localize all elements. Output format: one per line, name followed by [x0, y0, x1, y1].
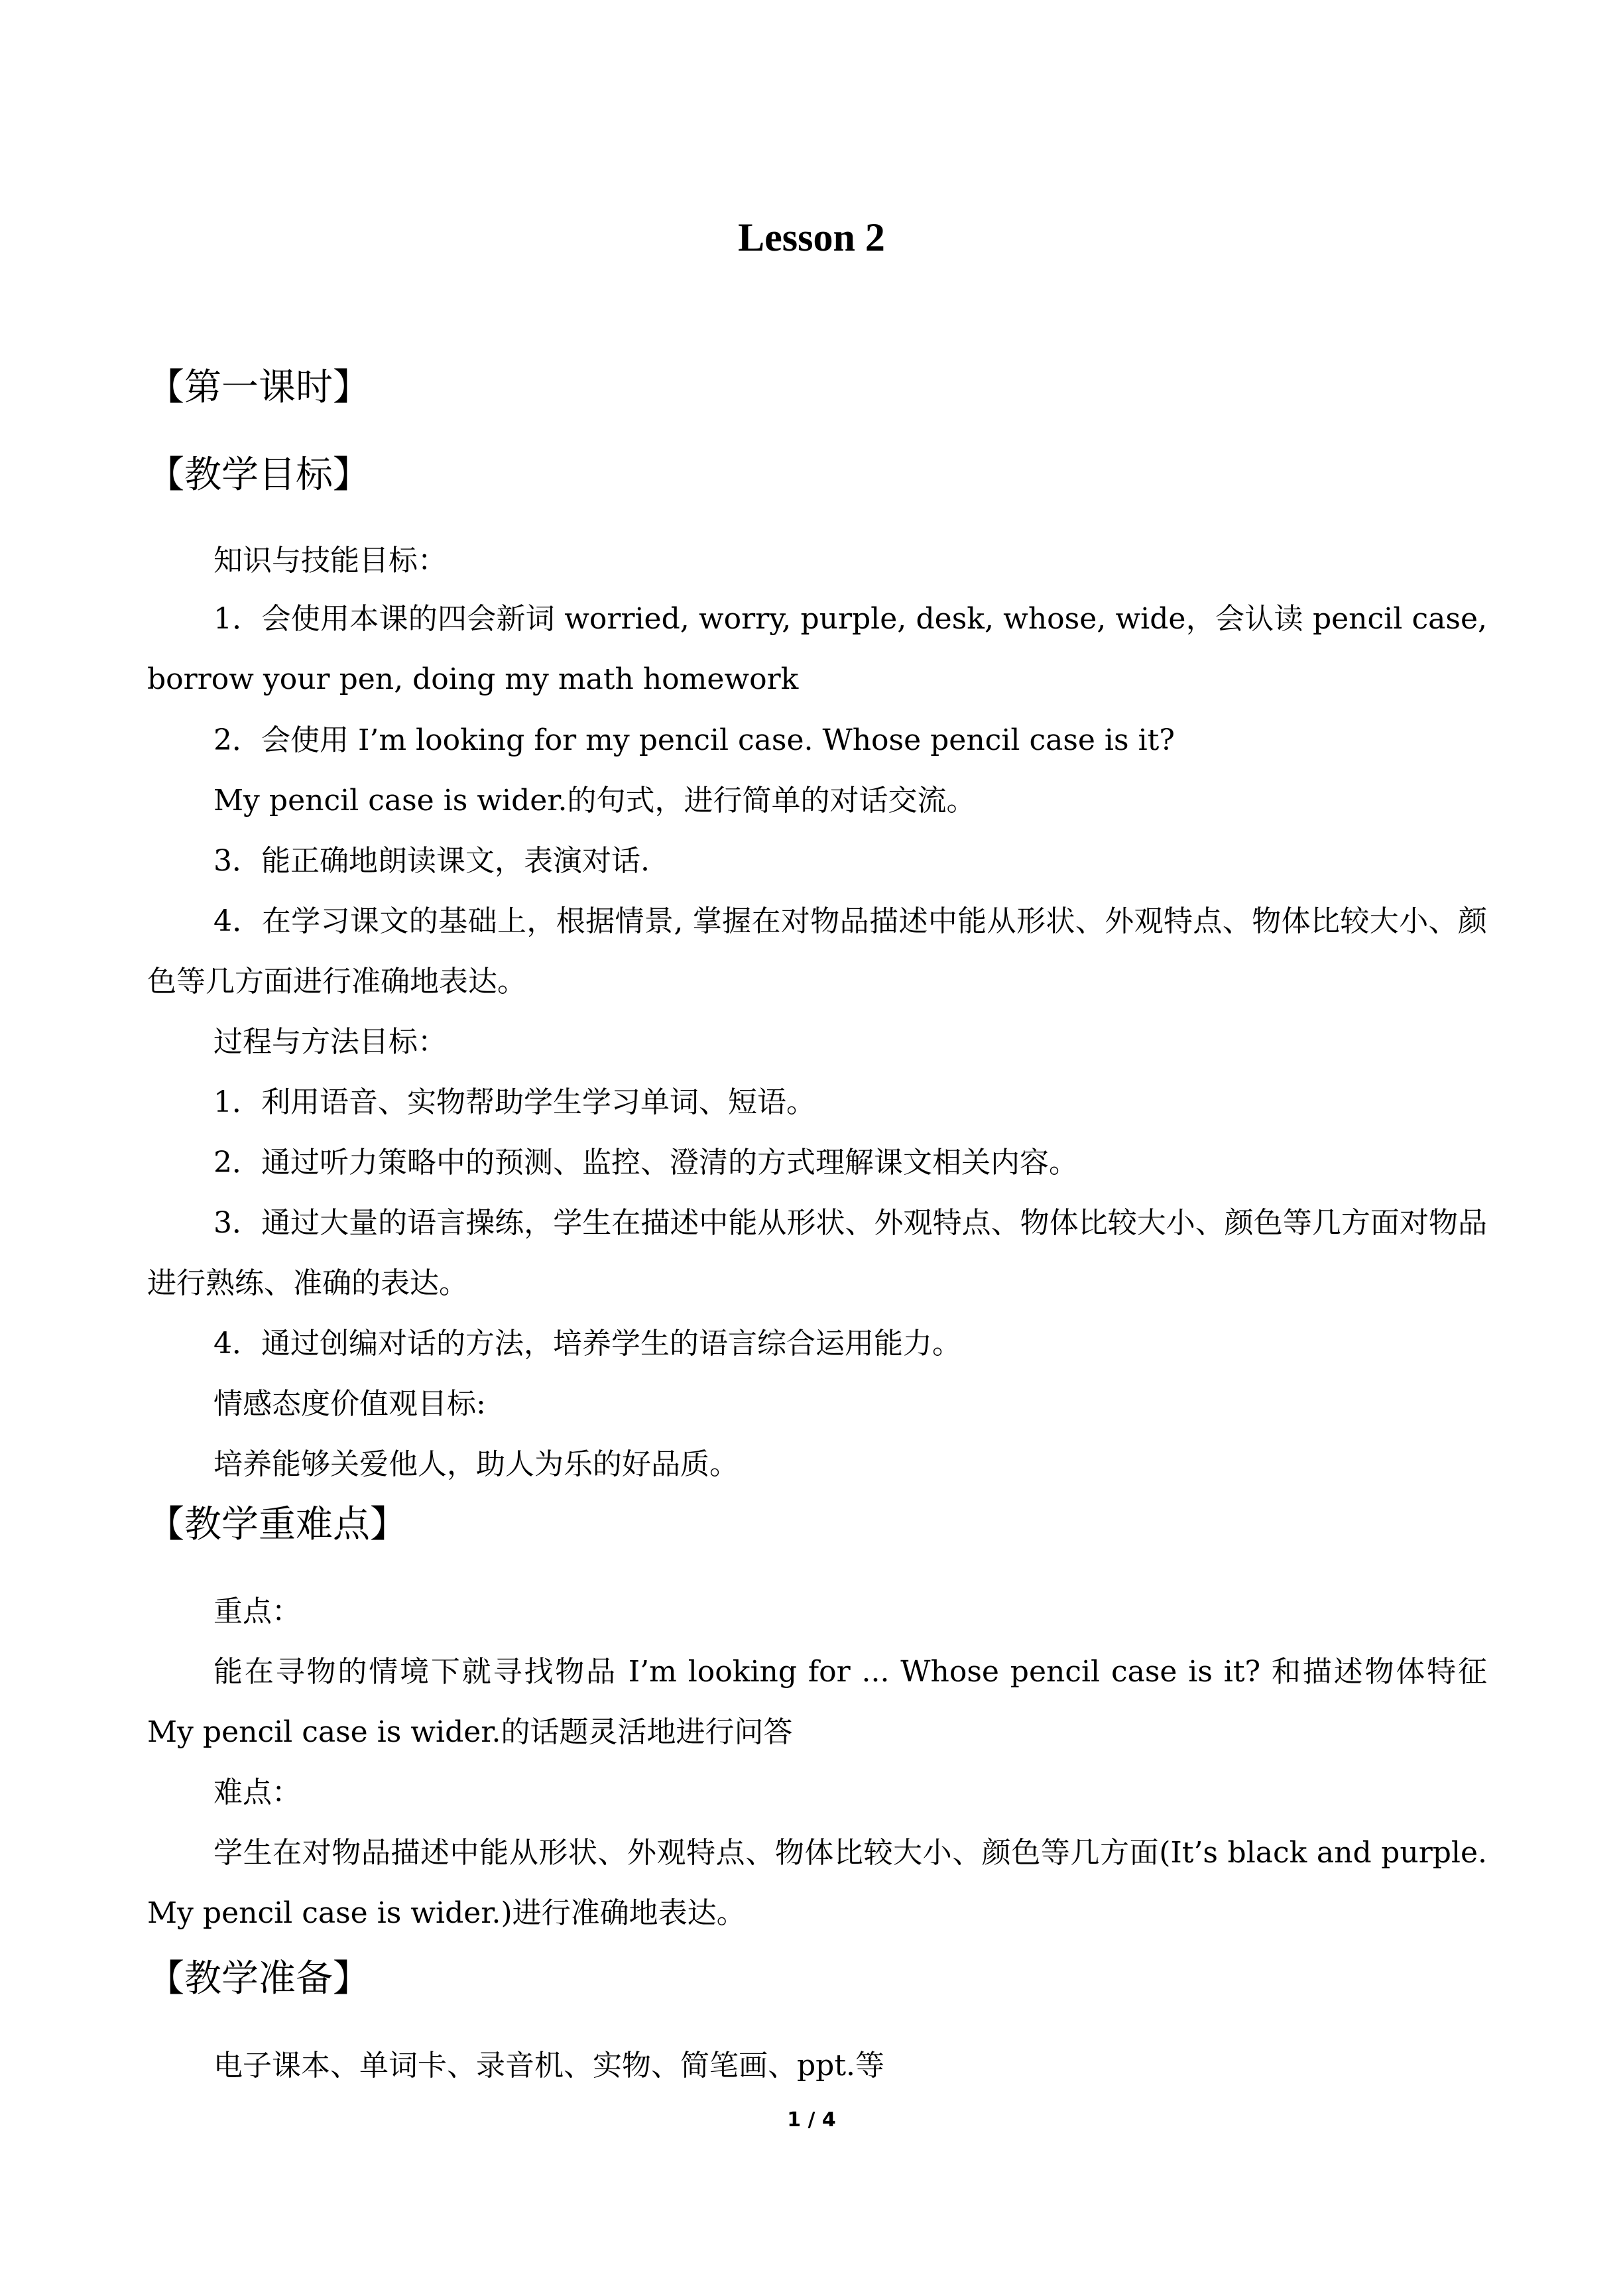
objective-knowledge-4: 4．在学习课文的基础上，根据情景, 掌握在对物品描述中能从形状、外观特点、物体比较大小、颜色等几方面进行准确地表达。: [147, 904, 1487, 998]
page-number: 1 / 4: [787, 2108, 836, 2132]
objective-knowledge-3: 3．能正确地朗读课文，表演对话.: [213, 844, 650, 878]
heading-first-period: 【第一课时】: [147, 366, 370, 409]
objective-knowledge-1: 1．会使用本课的四会新词 worried, worry, purple, desk, whose, wide，会认读 pencil case, borrow your pen, doing my math homework: [147, 602, 1487, 696]
emotion-values-label: 情感态度价值观目标:: [213, 1387, 486, 1421]
objective-emotion-1: 培养能够关爱他人，助人为乐的好品质。: [213, 1447, 739, 1481]
preparation-text: 电子课本、单词卡、录音机、实物、简笔画、ppt.等: [213, 2049, 884, 2083]
heading-teaching-objectives: 【教学目标】: [147, 453, 370, 497]
objective-process-4: 4．通过创编对话的方法，培养学生的语言综合运用能力。: [213, 1327, 961, 1360]
key-point-label: 重点：: [213, 1595, 301, 1628]
process-method-label: 过程与方法目标：: [213, 1025, 447, 1059]
difficult-point-text: 学生在对物品描述中能从形状、外观特点、物体比较大小、颜色等几方面(It’s black and purple. My pencil case is wider.)进行准确地表达。: [147, 1836, 1487, 1930]
difficult-point-label: 难点：: [213, 1776, 301, 1809]
key-point-text: 能在寻物的情境下就寻找物品 I’m looking for ... Whose pencil case is it? 和描述物体特征 My pencil case is wider.的话题灵活地进行问答: [147, 1655, 1487, 1749]
heading-key-difficult-points: 【教学重难点】: [147, 1503, 407, 1546]
lesson-title: Lesson 2: [738, 215, 885, 259]
knowledge-skills-label: 知识与技能目标：: [213, 544, 447, 577]
objective-process-3: 3．通过大量的语言操练，学生在描述中能从形状、外观特点、物体比较大小、颜色等几方面对物品进行熟练、准确的表达。: [147, 1206, 1487, 1300]
objective-knowledge-2-cont: My pencil case is wider.的句式，进行简单的对话交流。: [213, 784, 976, 817]
objective-knowledge-2: 2．会使用 I’m looking for my pencil case. Whose pencil case is it?: [213, 723, 1175, 757]
objective-process-1: 1．利用语音、实物帮助学生学习单词、短语。: [213, 1085, 815, 1119]
objective-process-2: 2．通过听力策略中的预测、监控、澄清的方式理解课文相关内容。: [213, 1146, 1078, 1179]
heading-teaching-preparation: 【教学准备】: [147, 1957, 370, 2000]
